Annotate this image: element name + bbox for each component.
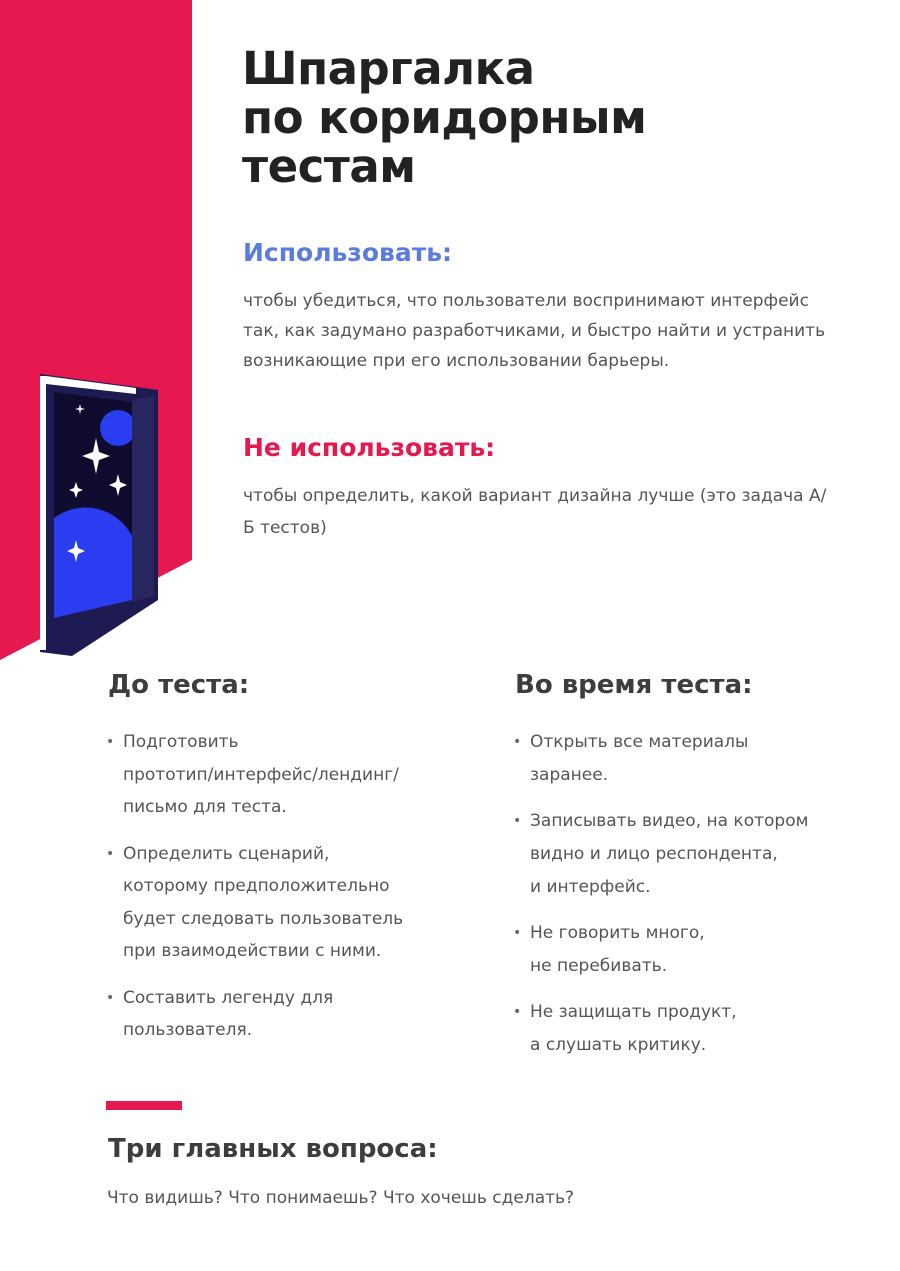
list-item: • Открыть все материалы заранее. — [513, 726, 883, 792]
during-test-heading: Во время теста: — [515, 670, 753, 700]
three-questions-text: Что видишь? Что понимаешь? Что хочешь сделать? — [107, 1188, 575, 1208]
list-item: • Составить легенду для пользователя. — [106, 982, 486, 1047]
door-illustration — [32, 368, 164, 660]
before-test-heading: До теста: — [108, 670, 250, 700]
use-heading: Использовать: — [243, 238, 452, 267]
list-item: • Записывать видео, на котором видно и лицо респондента, и интерфейс. — [513, 805, 883, 904]
not-use-text: чтобы определить, какой вариант дизайна лучше (это задача А/Б тестов) — [243, 486, 827, 538]
accent-divider — [106, 1101, 182, 1110]
not-use-heading: Не использовать: — [243, 433, 496, 462]
list-item: • Определить сценарий, которому предположительно будет следовать пользователь при взаимодействии с ними. — [106, 838, 486, 968]
three-questions-heading: Три главных вопроса: — [108, 1134, 438, 1164]
during-test-list — [513, 726, 883, 1075]
list-item: • Не говорить много, не перебивать. — [513, 917, 883, 983]
list-item: • Подготовить прототип/интерфейс/лендинг/ письмо для теста. — [106, 726, 486, 824]
before-test-list — [106, 726, 486, 1061]
page-title: Шпаргалка по коридорным тестам — [242, 42, 647, 193]
use-text: чтобы убедиться, что пользователи воспринимают интерфейс так, как задумано разработчиками, и быстро найти и устранить возникающие при его использовании барьеры. — [243, 291, 826, 371]
list-item: • Не защищать продукт, а слушать критику. — [513, 996, 883, 1062]
